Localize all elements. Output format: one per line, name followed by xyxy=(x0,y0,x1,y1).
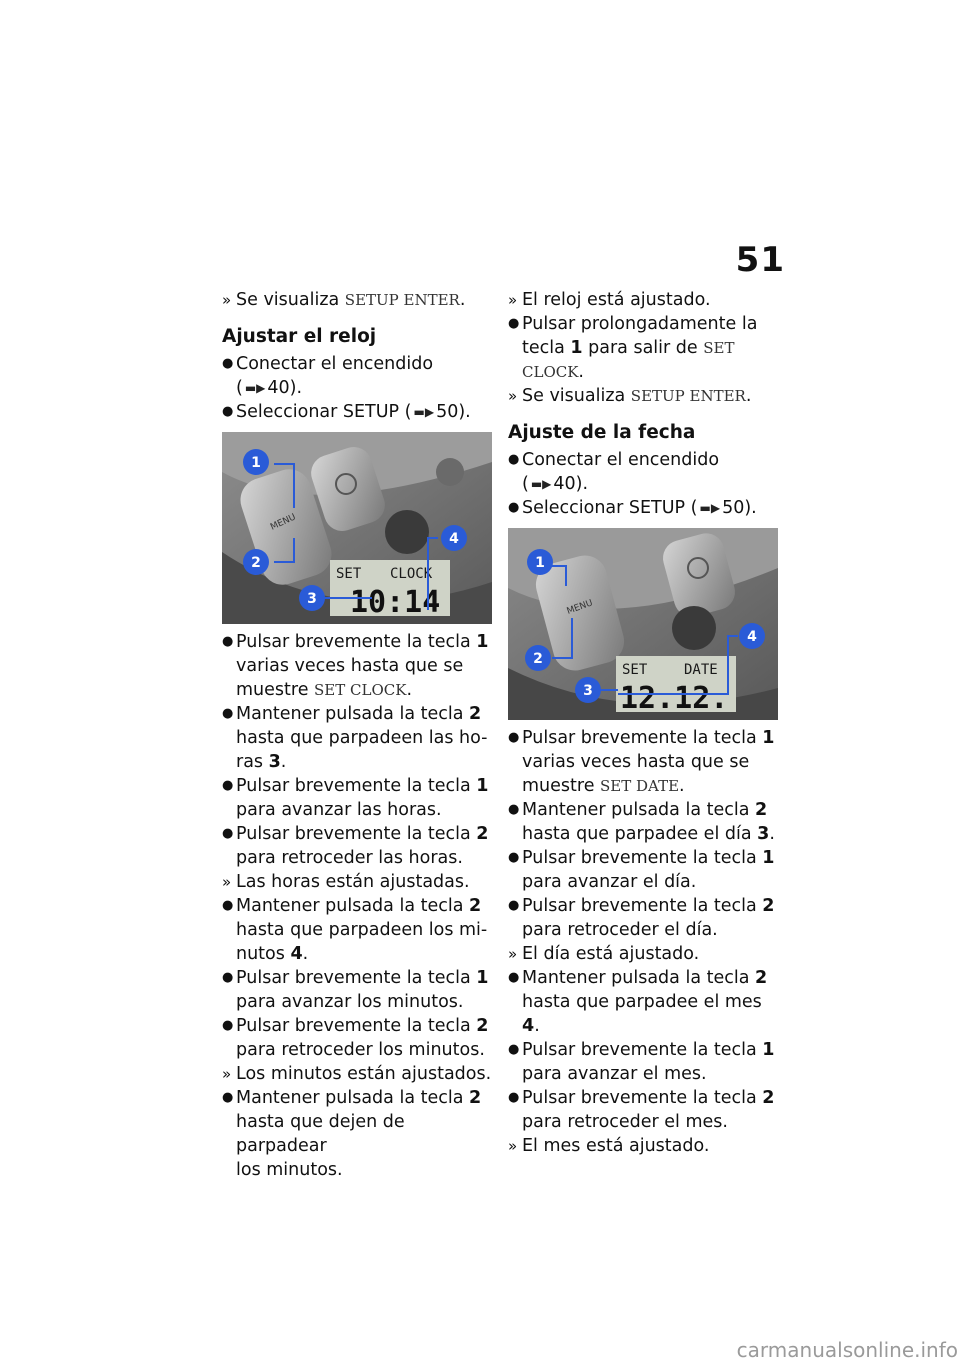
lcd-value: 10:14 xyxy=(350,585,441,620)
step-item: ● Pulsar prolongadamente la tecla 1 para salir de SET CLOCK. xyxy=(508,314,758,382)
callout-3: 3 xyxy=(307,591,317,607)
menu-button-label: MENU xyxy=(269,512,298,533)
result-line: » El reloj está ajustado. xyxy=(508,290,711,310)
date-setting-photo xyxy=(508,528,778,720)
step-item: ● Mantener pulsada la tecla 2 hasta que parpadee el día 3. xyxy=(508,800,775,844)
bullet-marker: ● xyxy=(508,802,520,817)
step-item: ● Pulsar brevemente la tecla 2 para retroceder el mes. xyxy=(508,1088,775,1132)
bullet-marker: ● xyxy=(508,730,520,745)
result-marker: » xyxy=(508,945,518,963)
result-marker: » xyxy=(508,291,518,309)
bullet-marker: ● xyxy=(508,500,520,515)
bullet-marker: ● xyxy=(222,356,234,371)
step-item: ● Mantener pulsada la tecla 2 hasta que parpadee el mes 4. xyxy=(508,968,768,1036)
result-line: » Las horas están ajustadas. xyxy=(222,872,470,892)
step-item: ● Mantener pulsada la tecla 2 hasta que parpadeen las ho- ras 3. xyxy=(222,704,488,772)
step-item: ● Seleccionar SETUP ( ▬▶ 50). xyxy=(508,498,757,518)
bullet-marker: ● xyxy=(222,404,234,419)
step-item: ● Mantener pulsada la tecla 2 hasta que parpadeen los mi- nutos 4. xyxy=(222,896,488,964)
bullet-marker: ● xyxy=(508,970,520,985)
bullet-marker: ● xyxy=(508,452,520,467)
page-reference-arrow-icon: ▬▶ xyxy=(413,405,435,419)
callout-4: 4 xyxy=(449,531,459,547)
step-item: ● Seleccionar SETUP ( ▬▶ 50). xyxy=(222,402,471,422)
result-line: » Los minutos están ajustados. xyxy=(222,1064,492,1084)
step-item: ● Pulsar brevemente la tecla 1 para avanzar el día. xyxy=(508,848,775,892)
lcd-label-right: DATE xyxy=(684,662,718,678)
result-line: » Se visualiza SETUP ENTER. xyxy=(222,290,466,310)
bullet-marker: ● xyxy=(222,826,234,841)
step-item: ● Pulsar brevemente la tecla 1 para avanzar el mes. xyxy=(508,1040,775,1084)
bullet-marker: ● xyxy=(222,1018,234,1033)
result-marker: » xyxy=(508,387,518,405)
result-line: » Se visualiza SETUP ENTER. xyxy=(508,386,752,406)
bullet-marker: ● xyxy=(222,634,234,649)
bullet-marker: ● xyxy=(508,850,520,865)
footer-watermark: carmanualsonline.info xyxy=(736,1338,958,1362)
callout-3: 3 xyxy=(583,683,593,699)
lcd-label-right: CLOCK xyxy=(390,566,433,582)
section-heading-date: Ajuste de la fecha xyxy=(508,422,696,443)
result-marker: » xyxy=(508,1137,518,1155)
callout-2: 2 xyxy=(533,651,543,667)
step-item: ● Pulsar brevemente la tecla 2 para retroceder el día. xyxy=(508,896,775,940)
bullet-marker: ● xyxy=(222,706,234,721)
bullet-marker: ● xyxy=(508,316,520,331)
bullet-marker: ● xyxy=(222,970,234,985)
lcd-label-left: SET xyxy=(336,566,362,582)
page-reference-arrow-icon: ▬▶ xyxy=(530,477,552,491)
lcd-value: 12.12. xyxy=(620,681,729,716)
result-marker: » xyxy=(222,1065,232,1083)
result-line: » El mes está ajustado. xyxy=(508,1136,710,1156)
step-item: ● Pulsar brevemente la tecla 1 para avanzar los minutos. xyxy=(222,968,489,1012)
result-marker: » xyxy=(222,873,232,891)
page-number: 51 xyxy=(735,240,785,280)
step-item: ● Mantener pulsada la tecla 2 hasta que dejen de parpadear los minutos. xyxy=(222,1088,482,1180)
result-line: » El día está ajustado. xyxy=(508,944,700,964)
step-item: ● Pulsar brevemente la tecla 2 para retroceder los minutos. xyxy=(222,1016,489,1060)
clock-setting-photo xyxy=(222,432,492,624)
callout-1: 1 xyxy=(535,555,545,571)
step-item: ● Pulsar brevemente la tecla 1 varias veces hasta que se muestre SET CLOCK. xyxy=(222,632,489,700)
bullet-marker: ● xyxy=(222,1090,234,1105)
callout-2: 2 xyxy=(251,555,261,571)
left-column xyxy=(222,288,494,1182)
step-item: ● Conectar el encendido ( ▬▶ 40). xyxy=(222,354,434,398)
menu-button-label: MENU xyxy=(565,598,595,617)
step-item: ● Pulsar brevemente la tecla 1 varias veces hasta que se muestre SET DATE. xyxy=(508,728,775,796)
step-item: ● Conectar el encendido ( ▬▶ 40). xyxy=(508,450,720,494)
bullet-marker: ● xyxy=(508,1090,520,1105)
step-item: ● Pulsar brevemente la tecla 1 para avanzar las horas. xyxy=(222,776,489,820)
bullet-marker: ● xyxy=(222,778,234,793)
page-reference-arrow-icon: ▬▶ xyxy=(244,381,266,395)
callout-4: 4 xyxy=(747,629,757,645)
page-reference-arrow-icon: ▬▶ xyxy=(699,501,721,515)
bullet-marker: ● xyxy=(508,898,520,913)
right-column xyxy=(508,288,780,1158)
bullet-marker: ● xyxy=(508,1042,520,1057)
lcd-label-left: SET xyxy=(622,662,648,678)
result-marker: » xyxy=(222,291,232,309)
bullet-marker: ● xyxy=(222,898,234,913)
step-item: ● Pulsar brevemente la tecla 2 para retroceder las horas. xyxy=(222,824,489,868)
callout-1: 1 xyxy=(251,455,261,471)
section-heading-clock: Ajustar el reloj xyxy=(222,326,377,347)
